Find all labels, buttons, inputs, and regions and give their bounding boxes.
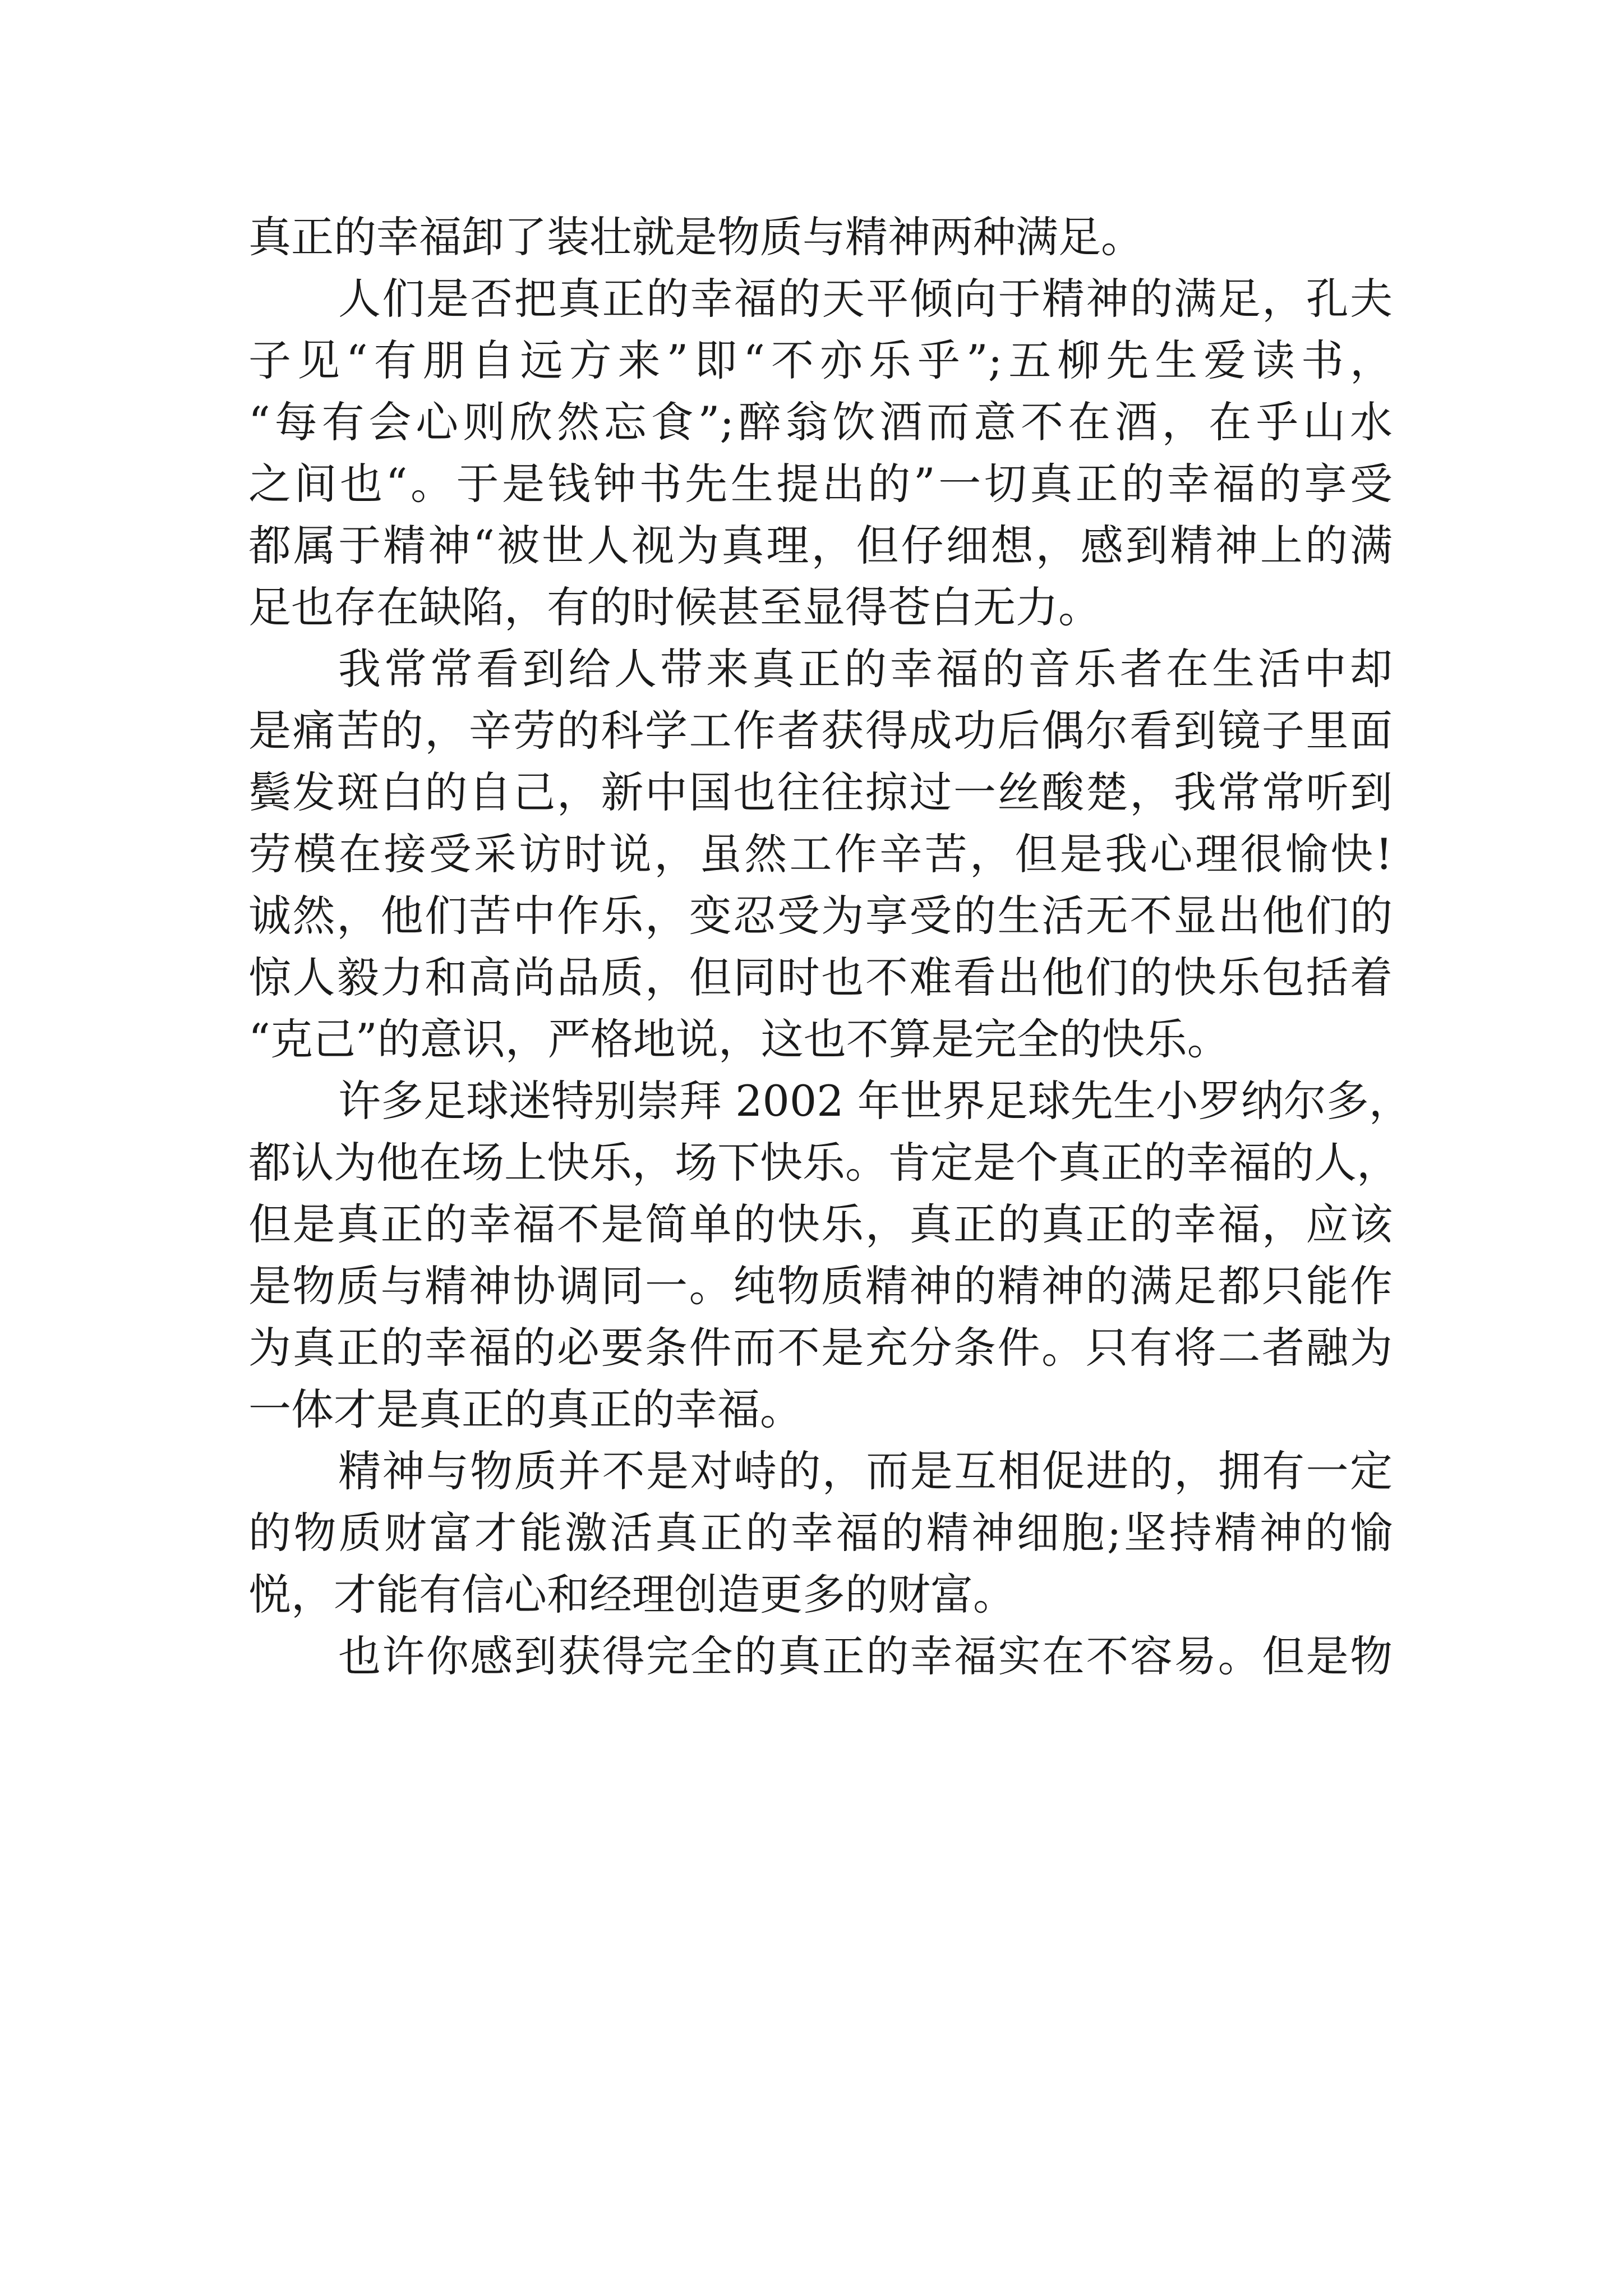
text-line: 真正的幸福卸了装壮就是物质与精神两种满足。 — [248, 212, 1144, 262]
paragraph-first-line: 也许你感到获得完全的真正的幸福实在不容易。但是物 — [338, 1631, 1393, 1681]
text-line: 鬓发斑白的自己，新中国也往往掠过一丝酸楚，我常常听到 — [248, 767, 1393, 817]
text-line: 是物质与精神协调同一。纯物质精神的精神的满足都只能作 — [248, 1261, 1393, 1311]
text-line: 诚然，他们苦中作乐，变忍受为享受的生活无不显出他们的 — [248, 891, 1393, 941]
text-line: 之间也“。于是钱钟书先生提出的”一切真正的幸福的享受 — [248, 459, 1393, 509]
text-line: 都属于精神“被世人视为真理，但仔细想，感到精神上的满 — [248, 521, 1393, 570]
paragraph-first-line: 我常常看到给人带来真正的幸福的音乐者在生活中却 — [338, 644, 1393, 694]
document-body — [248, 206, 1412, 1687]
text-line: 为真正的幸福的必要条件而不是充分条件。只有将二者融为 — [248, 1323, 1393, 1373]
paragraph-first-line: 精神与物质并不是对峙的，而是互相促进的，拥有一定 — [338, 1446, 1393, 1496]
text-line: “克己”的意识，严格地说，这也不算是完全的快乐。 — [248, 1014, 1230, 1064]
text-line: 悦，才能有信心和经理创造更多的财富。 — [248, 1570, 1016, 1619]
text-line: 惊人毅力和高尚品质，但同时也不难看出他们的快乐包括着 — [248, 953, 1393, 1002]
text-line: 足也存在缺陷，有的时候甚至显得苍白无力。 — [248, 582, 1101, 632]
paragraph-first-line: 人们是否把真正的幸福的天平倾向于精神的满足，孔夫 — [338, 274, 1393, 324]
text-line: 的物质财富才能激活真正的幸福的精神细胞;坚持精神的愉 — [248, 1508, 1393, 1558]
text-line: 是痛苦的，辛劳的科学工作者获得成功后偶尔看到镜子里面 — [248, 706, 1393, 756]
text-line: 劳模在接受采访时说，虽然工作辛苦，但是我心理很愉快! — [248, 829, 1393, 879]
text-line: “每有会心则欣然忘食”;醉翁饮酒而意不在酒，在乎山水 — [248, 397, 1393, 447]
text-line: 一体才是真正的真正的幸福。 — [248, 1384, 803, 1434]
paragraph-first-line: 许多足球迷特别崇拜 2002 年世界足球先生小罗纳尔多， — [338, 1076, 1412, 1126]
text-line: 子见“有朋自远方来”即“不亦乐乎”;五柳先生爱读书， — [248, 335, 1393, 385]
text-line: 但是真正的幸福不是简单的快乐，真正的真正的幸福，应该 — [248, 1199, 1393, 1249]
text-line: 都认为他在场上快乐，场下快乐。肯定是个真正的幸福的人， — [248, 1138, 1399, 1188]
